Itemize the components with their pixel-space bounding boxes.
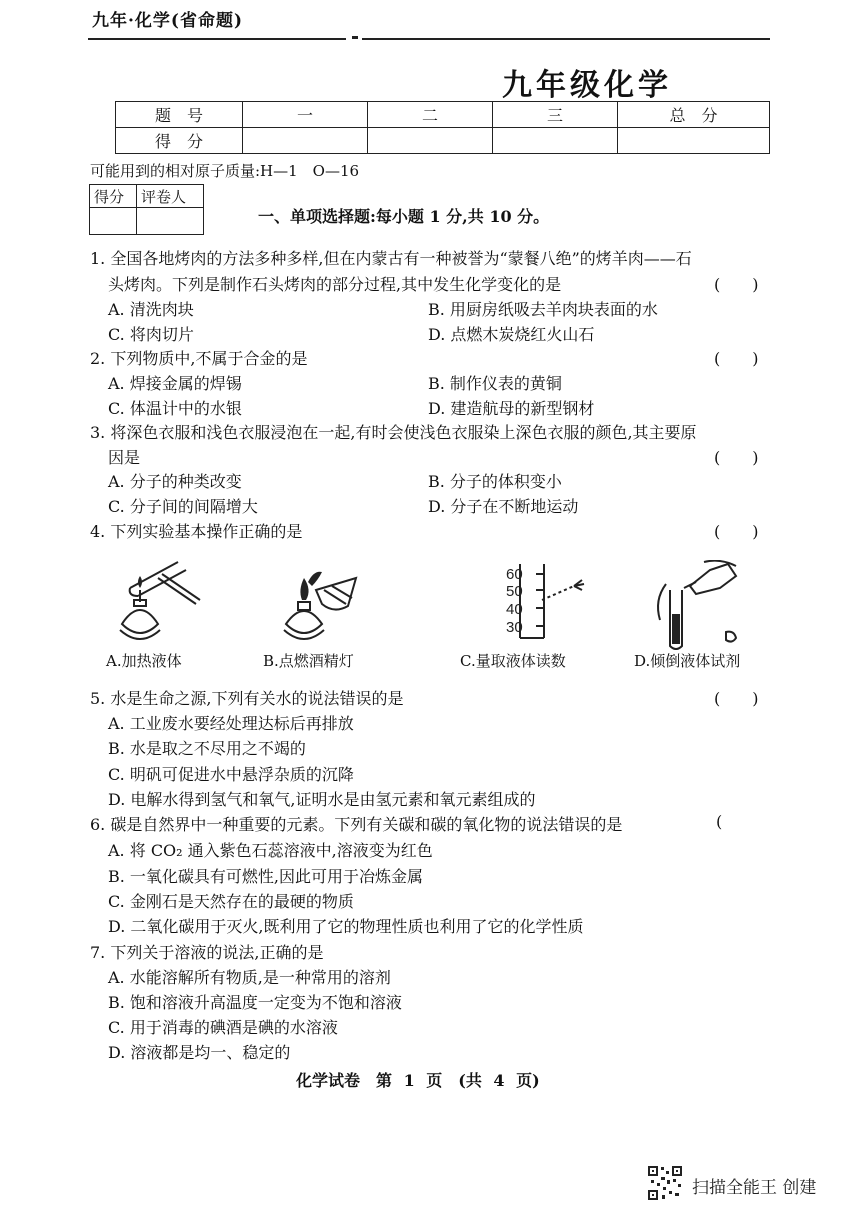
q6-option-b[interactable]: B. 一氧化碳具有可燃性,因此可用于冶炼金属 xyxy=(108,867,424,886)
q2-option-a[interactable]: A. 焊接金属的焊锡 xyxy=(108,374,242,393)
graduated-cylinder-figure[interactable] xyxy=(490,560,600,650)
score-table-cell: 题 号 xyxy=(116,102,243,128)
q3-answer-paren[interactable]: ( ) xyxy=(714,448,759,467)
cylinder-tick-60: 60 xyxy=(506,566,523,583)
q3-stem-line1: 3. 将深色衣服和浅色衣服浸泡在一起,有时会使浅色衣服染上深色衣服的颜色,其主要原 xyxy=(90,423,697,442)
q2-option-d[interactable]: D. 建造航母的新型钢材 xyxy=(428,399,595,418)
header-rule-left xyxy=(88,38,346,40)
q4-caption-d: D.倾倒液体试剂 xyxy=(634,652,741,670)
q1-stem-line2: 头烤肉。下列是制作石头烤肉的部分过程,其中发生化学变化的是 xyxy=(108,275,562,294)
q5-option-d[interactable]: D. 电解水得到氢气和氧气,证明水是由氢元素和氧元素组成的 xyxy=(108,790,536,809)
q6-stem: 6. 碳是自然界中一种重要的元素。下列有关碳和碳的氧化物的说法错误的是 xyxy=(90,815,623,834)
cylinder-tick-40: 40 xyxy=(506,601,523,618)
score-blank[interactable] xyxy=(368,128,493,154)
grader-score-label: 得分 xyxy=(90,185,137,208)
header-rule-right xyxy=(362,38,770,40)
score-table-cell: 得 分 xyxy=(116,128,243,154)
q4-caption-c: C.量取液体读数 xyxy=(460,652,566,670)
q3-option-d[interactable]: D. 分子在不断地运动 xyxy=(428,497,579,516)
q5-stem: 5. 水是生命之源,下列有关水的说法错误的是 xyxy=(90,689,404,708)
score-table-cell: 总 分 xyxy=(618,102,770,128)
q3-stem-line2: 因是 xyxy=(108,448,141,467)
q1-option-b[interactable]: B. 用厨房纸吸去羊肉块表面的水 xyxy=(428,300,658,319)
grader-box xyxy=(89,184,204,235)
q5-option-a[interactable]: A. 工业废水要经处理达标后再排放 xyxy=(108,714,354,733)
alcohol-lamp-figure[interactable] xyxy=(262,560,372,650)
cylinder-tick-30: 30 xyxy=(506,619,523,636)
score-blank[interactable] xyxy=(243,128,368,154)
score-blank[interactable] xyxy=(618,128,770,154)
score-blank[interactable] xyxy=(493,128,618,154)
pouring-liquid-figure[interactable] xyxy=(640,560,750,650)
q7-option-b[interactable]: B. 饱和溶液升高温度一定变为不饱和溶液 xyxy=(108,993,402,1012)
running-title: 九年·化学(省命题) xyxy=(92,11,244,31)
q6-answer-paren[interactable]: ( xyxy=(716,812,723,831)
q4-answer-paren[interactable]: ( ) xyxy=(714,522,759,541)
q7-option-d[interactable]: D. 溶液都是均一、稳定的 xyxy=(108,1043,291,1062)
q5-option-b[interactable]: B. 水是取之不尽用之不竭的 xyxy=(108,739,306,758)
q3-option-a[interactable]: A. 分子的种类改变 xyxy=(108,472,242,491)
q2-answer-paren[interactable]: ( ) xyxy=(714,349,759,368)
q6-option-a[interactable]: A. 将 CO₂ 通入紫色石蕊溶液中,溶液变为红色 xyxy=(108,841,433,860)
q7-option-c[interactable]: C. 用于消毒的碘酒是碘的水溶液 xyxy=(108,1018,338,1037)
score-table-cell: 一 xyxy=(243,102,368,128)
qr-code-icon xyxy=(647,1165,683,1201)
q7-stem: 7. 下列关于溶液的说法,正确的是 xyxy=(90,943,324,962)
atomic-masses: 可能用到的相对原子质量:H—1 O—16 xyxy=(90,162,360,180)
header-rule-dash xyxy=(352,36,358,39)
q1-answer-paren[interactable]: ( ) xyxy=(714,275,759,294)
score-table-cell: 三 xyxy=(493,102,618,128)
q2-option-c[interactable]: C. 体温计中的水银 xyxy=(108,399,242,418)
heating-liquid-figure[interactable] xyxy=(100,560,210,650)
grader-score-blank[interactable] xyxy=(90,208,137,235)
q4-stem: 4. 下列实验基本操作正确的是 xyxy=(90,522,303,541)
q1-option-d[interactable]: D. 点燃木炭烧红火山石 xyxy=(428,325,595,344)
q2-option-b[interactable]: B. 制作仪表的黄铜 xyxy=(428,374,562,393)
q1-option-a[interactable]: A. 清洗肉块 xyxy=(108,300,194,319)
score-table-cell: 二 xyxy=(368,102,493,128)
section-title: 一、单项选择题:每小题 1 分,共 10 分。 xyxy=(258,207,550,226)
grader-name-label: 评卷人 xyxy=(137,185,204,208)
grader-name-blank[interactable] xyxy=(137,208,204,235)
q4-caption-a: A.加热液体 xyxy=(106,652,182,670)
scanner-watermark: 扫描全能王 创建 xyxy=(692,1178,817,1198)
q2-stem: 2. 下列物质中,不属于合金的是 xyxy=(90,349,308,368)
page-footer: 化学试卷 第 1 页 (共 4 页) xyxy=(296,1071,540,1090)
q5-option-c[interactable]: C. 明矾可促进水中悬浮杂质的沉降 xyxy=(108,765,354,784)
q3-option-b[interactable]: B. 分子的体积变小 xyxy=(428,472,562,491)
cylinder-tick-50: 50 xyxy=(506,583,523,600)
score-table-score-row xyxy=(116,128,770,154)
q7-option-a[interactable]: A. 水能溶解所有物质,是一种常用的溶剂 xyxy=(108,968,391,987)
q4-caption-b: B.点燃酒精灯 xyxy=(263,652,354,670)
q3-option-c[interactable]: C. 分子间的间隔增大 xyxy=(108,497,258,516)
score-table xyxy=(115,101,770,154)
q6-option-c[interactable]: C. 金刚石是天然存在的最硬的物质 xyxy=(108,892,354,911)
score-table-header-row xyxy=(116,102,770,128)
q6-option-d[interactable]: D. 二氧化碳用于灭火,既利用了它的物理性质也利用了它的化学性质 xyxy=(108,917,584,936)
q1-option-c[interactable]: C. 将肉切片 xyxy=(108,325,194,344)
q1-stem-line1: 1. 全国各地烤肉的方法多种多样,但在内蒙古有一种被誉为“蒙餐八绝”的烤羊肉——石 xyxy=(90,249,692,268)
page-title: 九年级化学 xyxy=(502,68,672,103)
q5-answer-paren[interactable]: ( ) xyxy=(714,689,759,708)
